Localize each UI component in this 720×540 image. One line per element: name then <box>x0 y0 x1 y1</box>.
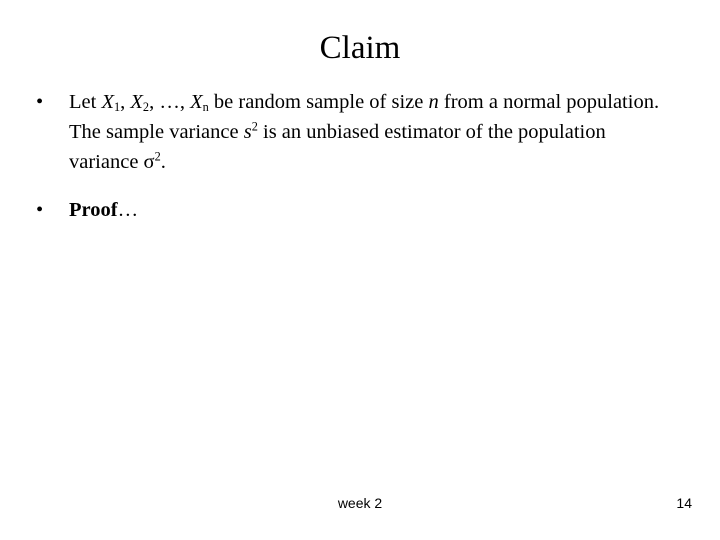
bullet-proof-text <box>69 195 676 225</box>
text-normal-population: from a normal population. The sample variance <box>69 91 660 143</box>
slide-title: Claim <box>319 30 401 66</box>
sub-n: n <box>202 100 209 115</box>
sub-2: 2 <box>142 100 150 115</box>
var-n: n <box>428 91 439 113</box>
proof-label: Proof <box>69 199 118 221</box>
var-x2: X <box>130 91 143 113</box>
proof-ellipsis: … <box>117 199 139 221</box>
bullet-proof <box>36 195 676 225</box>
var-sigma: σ <box>143 151 155 173</box>
text-unbiased-estimator: is an unbiased estimator of the population variance <box>69 121 606 173</box>
bullet-claim <box>36 87 676 177</box>
bullet-claim-text <box>69 87 676 177</box>
footer-week: week 2 <box>337 495 383 511</box>
text-random-sample: be random sample of size <box>208 91 429 113</box>
bullet-marker: • <box>36 199 44 221</box>
var-s: s <box>243 121 252 143</box>
sub-1: 1 <box>113 100 121 115</box>
sup-s-squared: 2 <box>251 119 258 134</box>
var-xn: X <box>190 91 203 113</box>
page-number: 14 <box>676 495 692 511</box>
var-x1: X <box>101 91 114 113</box>
text-let: Let <box>69 91 102 113</box>
bullet-marker: • <box>36 91 44 113</box>
sup-sigma-squared: 2 <box>154 149 161 164</box>
comma-1: , <box>120 91 131 113</box>
ellipsis: , …, <box>149 91 191 113</box>
period: . <box>160 151 166 173</box>
